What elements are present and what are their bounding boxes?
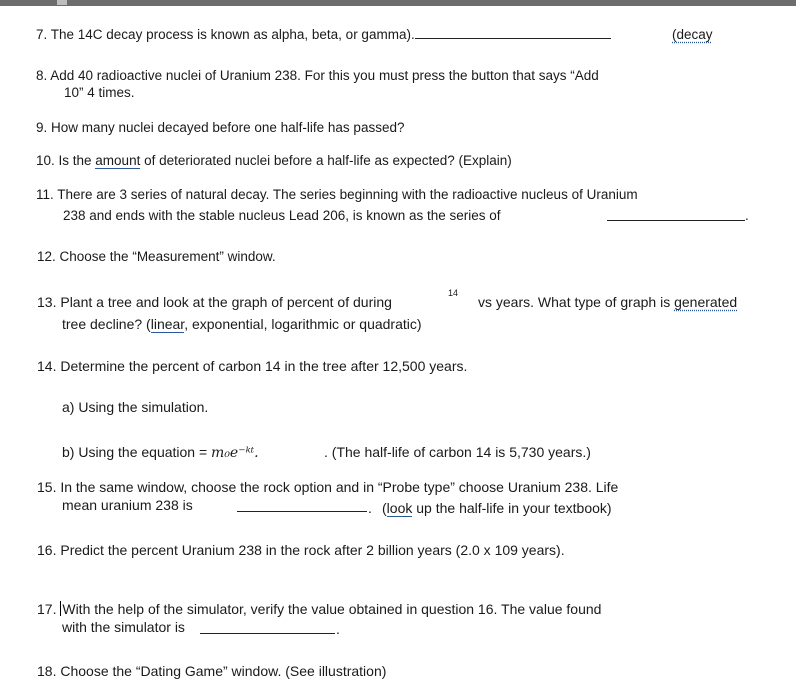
question-14b-note: . (The half-life of carbon 14 is 5,730 years.) (324, 444, 591, 460)
question-8-line2: 10” 4 times. (64, 85, 135, 100)
question-14a: a) Using the simulation. (62, 399, 209, 415)
question-17-line1: 17. With the help of the simulator, verify the value obtained in question 16. The value found (37, 601, 602, 617)
period: . (745, 208, 749, 223)
answer-blank[interactable] (415, 37, 611, 39)
question-14: 14. Determine the percent of carbon 14 in the tree after 12,500 years. (37, 358, 468, 374)
question-7: 7. The 14C decay process is known as alpha, beta, or gamma). (36, 26, 611, 43)
decay-equation: m₀e⁻ᵏᵗ. (211, 445, 259, 461)
period: . (368, 500, 372, 516)
question-16: 16. Predict the percent Uranium 238 in the rock after 2 billion years (2.0 x 109 years). (37, 542, 565, 558)
question-12: 12. Choose the “Measurement” window. (37, 249, 276, 264)
period: . (336, 621, 340, 637)
answer-blank[interactable] (237, 511, 367, 512)
underlined-word-generated: generated (674, 294, 738, 310)
window-top-bar (0, 0, 796, 6)
question-11-line1: 11. There are 3 series of natural decay. The series beginning with the radioactive nucleus of Uranium (36, 187, 638, 202)
question-15-line1: 15. In the same window, choose the rock option and in “Probe type” choose Uranium 238. Life (37, 479, 619, 495)
answer-blank[interactable] (200, 633, 335, 634)
question-9: 9. How many nuclei decayed before one half-life has passed? (36, 120, 405, 135)
answer-blank[interactable] (607, 220, 745, 221)
question-13-line1: 13. Plant a tree and look at the graph of percent of during (37, 294, 392, 310)
question-18: 18. Choose the “Dating Game” window. (See illustration) (37, 663, 387, 679)
superscript-14: 14 (448, 288, 459, 298)
question-10: 10. Is the amount of deteriorated nuclei before a half-life as expected? (Explain) (36, 153, 512, 168)
question-17-line2: with the simulator is (62, 619, 185, 635)
question-13-line2: tree decline? (linear, exponential, logarithmic or quadratic) (62, 316, 422, 332)
underlined-word-look: look (386, 500, 413, 516)
question-14b: b) Using the equation = m₀e⁻ᵏᵗ. (62, 444, 259, 461)
question-7-tail: (decay (672, 27, 713, 42)
question-11-line2: 238 and ends with the stable nucleus Lead 206, is known as the series of (63, 208, 501, 223)
ruler-marker (57, 0, 67, 5)
question-13-line1-end: vs years. What type of graph is generated (478, 294, 738, 310)
question-15-line2: mean uranium 238 is (62, 497, 193, 513)
question-8-line1: 8. Add 40 radioactive nuclei of Uranium 238. For this you must press the button that says “Add (36, 68, 599, 83)
question-15-note: (look up the half-life in your textbook) (382, 500, 612, 516)
underlined-word-amount: amount (95, 153, 141, 168)
underlined-word-linear: linear (150, 316, 185, 332)
